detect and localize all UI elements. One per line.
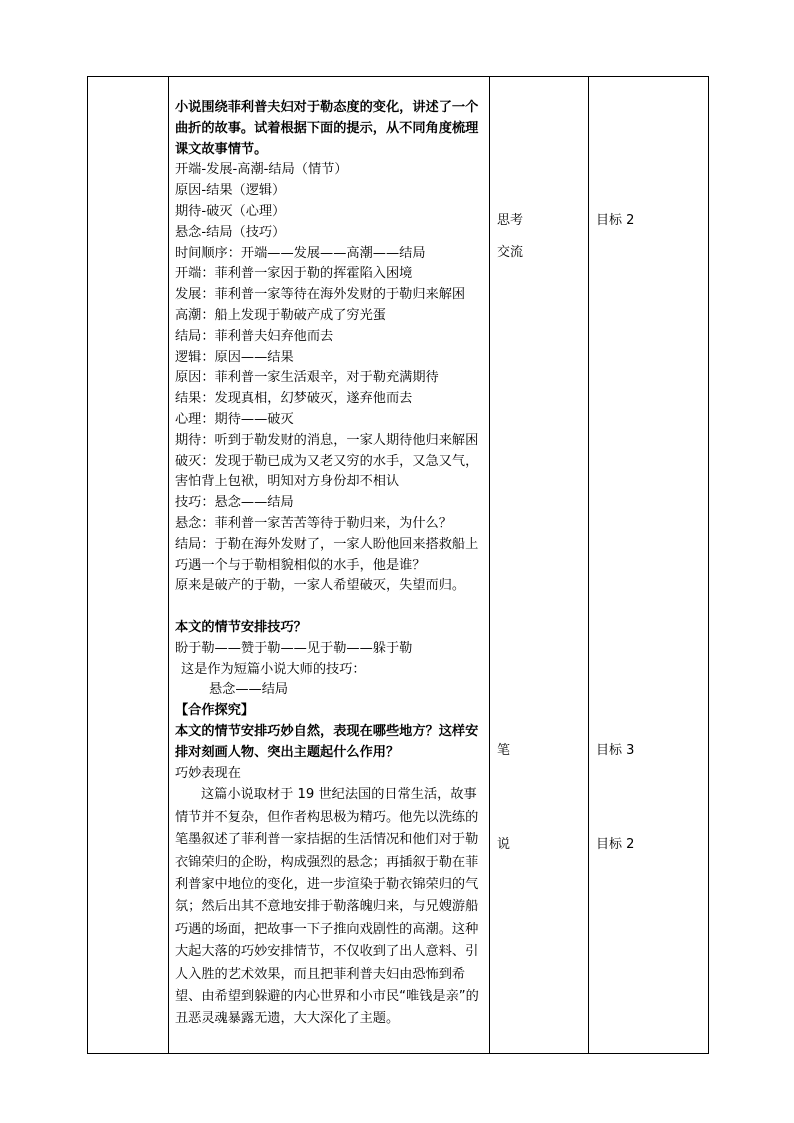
text-line: 发展：菲利普一家等待在海外发财的于勒归来解困: [175, 287, 466, 303]
empty-cell: [88, 77, 169, 1054]
question-2: 本文的情节安排巧妙自然，表现在哪些地方？这样安排对刻画人物、突出主题起什么作用？: [175, 723, 479, 760]
content-cell: [169, 77, 490, 1054]
text-line: 开端-发展-高潮-结局（情节）: [175, 162, 348, 178]
activity-exchange: 交流: [497, 245, 524, 260]
activity-say: 说: [497, 837, 511, 852]
goal-label: 目标 2: [596, 213, 635, 228]
table-row: [88, 77, 709, 1054]
text-line: 逻辑：原因——结果: [175, 349, 294, 365]
lesson-plan-table: [87, 76, 709, 1054]
skill-text: 技巧：悬念——结局: [175, 495, 294, 511]
clever-text: 巧妙表现在: [175, 765, 241, 781]
coop-heading: 【合作探究】: [175, 703, 255, 719]
text-line: 高潮：船上发现于勒破产成了穷光蛋: [175, 307, 386, 323]
text-line: 期待-破灭（心理）: [175, 203, 286, 219]
text-line: 悬念-结局（技巧）: [175, 224, 286, 240]
question-1: 本文的情节安排技巧？: [175, 619, 307, 635]
text-line: 时间顺序：开端——发展——高潮——结局: [175, 245, 426, 261]
activity-cell: [490, 77, 589, 1054]
intro-text: 小说围绕菲利普夫妇对于勒态度的变化，讲述了一个曲折的故事。试着根据下面的提示，从不同角度梳理课文故事情节。: [175, 100, 479, 157]
master-text: 这是作为短篇小说大师的技巧：: [181, 661, 366, 677]
goal-cell: [589, 77, 709, 1054]
text-line: 结局：菲利普夫妇弃他而去: [175, 328, 334, 344]
text-line: 心理：期待——破灭: [175, 411, 294, 427]
text-line: 开端：菲利普一家因于勒的挥霍陷入困境: [175, 266, 413, 282]
master-text-2: 悬念——结局: [209, 682, 289, 698]
ending-text: 结局：于勒在海外发财了，一家人盼他回来搭救船上巧遇一个与于勒相貌相似的水手，他是谁？: [175, 536, 479, 573]
expect-text: 期待：听到于勒发财的消息，一家人期待他归来解困: [175, 432, 479, 448]
goal-label: 目标 2: [596, 837, 635, 852]
text-line: 原因：菲利普一家生活艰辛，对于勒充满期待: [175, 370, 439, 386]
activity-think: 思考: [497, 213, 524, 228]
goal-label: 目标 3: [596, 743, 635, 758]
text-line: 结果：发现真相，幻梦破灭，遂弃他而去: [175, 391, 413, 407]
broken-text: 破灭：发现于勒已成为又老又穷的水手，又急又气，害怕背上包袱，明知对方身份却不相认: [175, 453, 479, 490]
suspense-text: 悬念：菲利普一家苦苦等待于勒归来，为什么？: [175, 515, 452, 531]
analysis-paragraph: 这篇小说取材于 19 世纪法国的日常生活，故事情节并不复杂，但作者构思极为精巧。他先以洗练的笔墨叙述了菲利普一家拮据的生活情况和他们对于勒衣锦荣归的企盼，构成强烈的悬念；再插叙于勒在菲利普家中地位的变化，进一步渲染于勒衣锦荣归的气氛；然后出其不意地安排于勒落魄归来，与兄嫂游船巧遇的场面，把故事一下子推向戏剧性的高潮。这种大起大落的巧妙安排情节，不仅收到了出人意料、引人入胜的艺术效果，而且把菲利普夫妇由恐怖到希望、由希望到躲避的内心世界和小市民“唯钱是亲”的丑恶灵魂暴露无遗，大大深化了主题。: [175, 787, 479, 1027]
chain-text: 盼于勒——赞于勒——见于勒——躲于勒: [175, 640, 413, 656]
activity-pen: 笔: [497, 743, 511, 758]
ending-text-2: 原来是破产的于勒，一家人希望破灭，失望而归。: [175, 578, 466, 594]
text-line: 原因-结果（逻辑）: [175, 183, 286, 199]
